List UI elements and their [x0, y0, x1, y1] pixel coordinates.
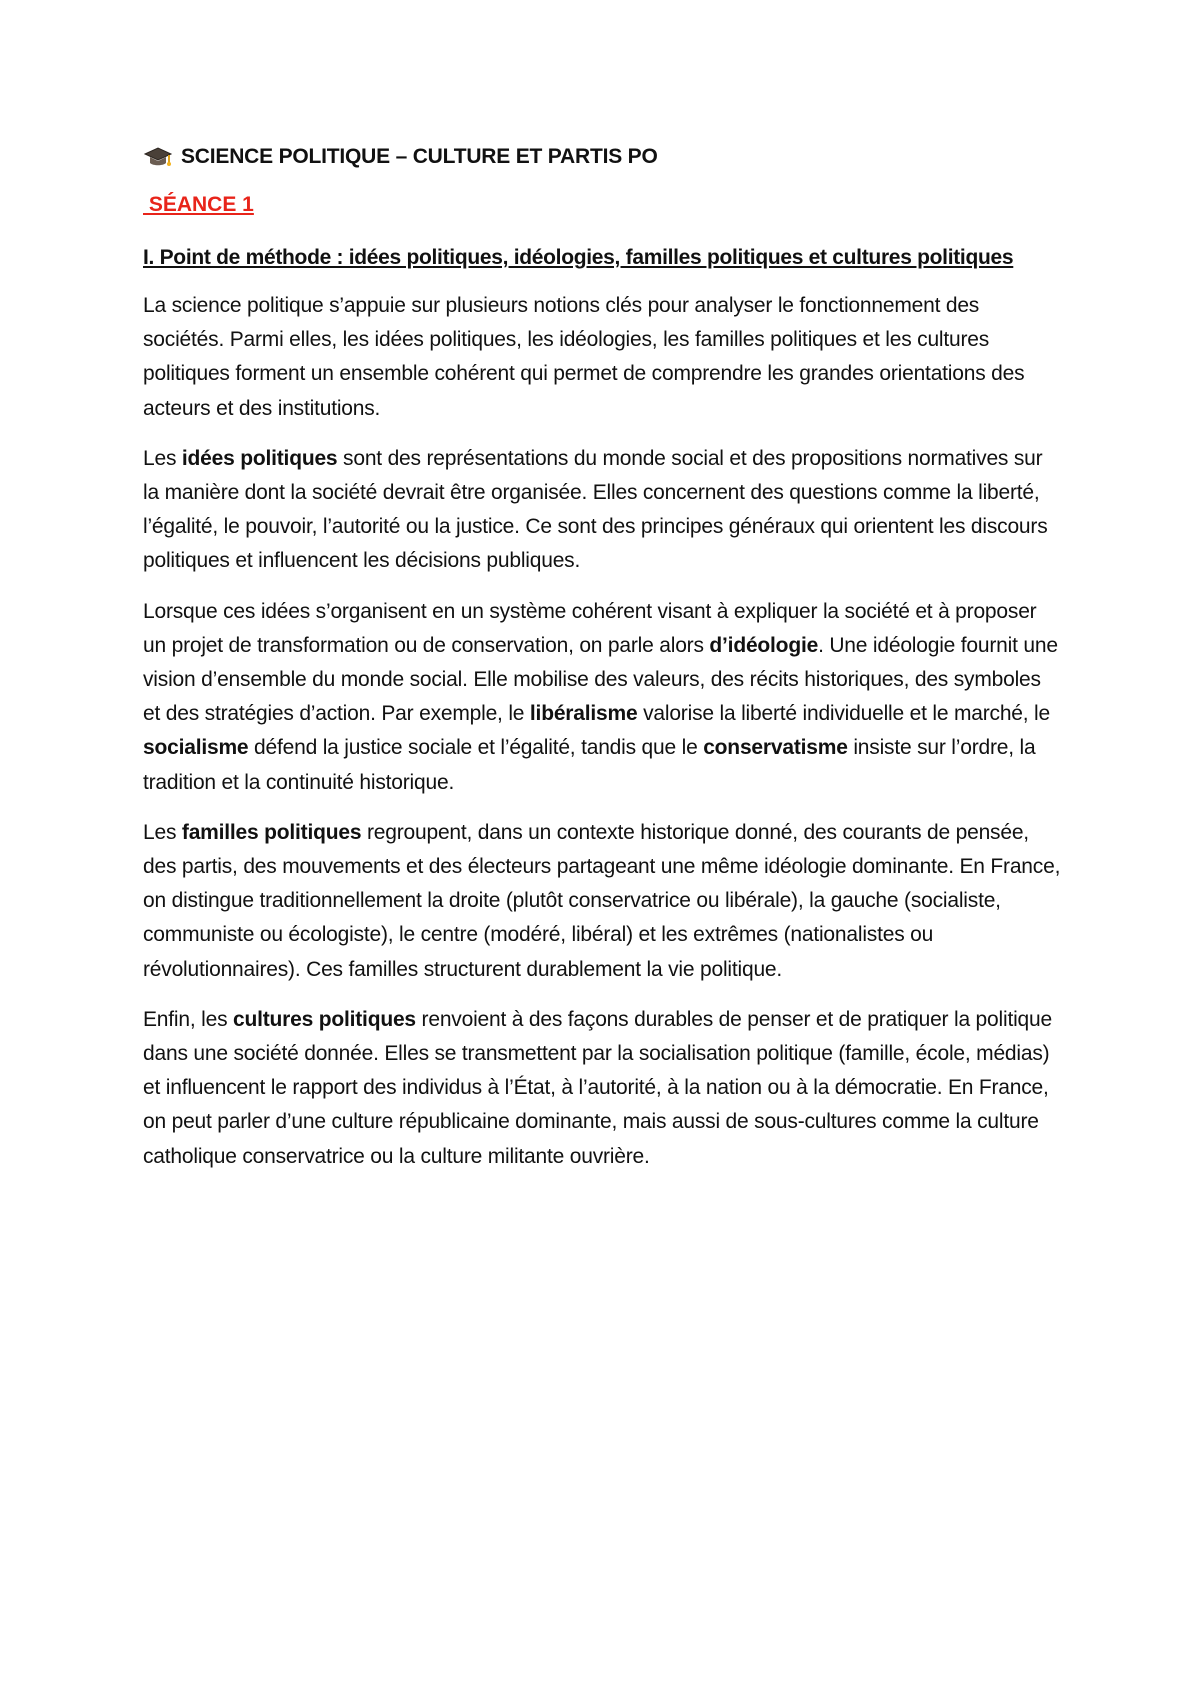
bold-term: conservatisme: [703, 736, 848, 760]
paragraph-text: défend la justice sociale et l’égalité, tandis que le: [248, 736, 704, 760]
bold-term: libéralisme: [529, 702, 638, 726]
bold-term: socialisme: [143, 736, 249, 760]
document-title: [143, 143, 1063, 171]
paragraph-text: Les: [143, 446, 182, 470]
paragraph-text: renvoient à des façons durables de penser et de pratiquer la politique dans une société donnée. Elles se transmettent par la socialisation politique (famille, école, médias) et influencent le rapport des individus à l’État, à l’autorité, à la nation ou à la démocratie. En France, on peut parler d’une culture républicaine dominante, mais aussi de sous-cultures comme la culture catholique conservatrice ou la culture militante ouvrière.: [143, 1007, 1052, 1168]
document-title-text: SCIENCE POLITIQUE – CULTURE ET PARTIS PO: [181, 145, 658, 168]
paragraph-text: Enfin, les: [143, 1007, 234, 1031]
graduation-cap-icon: [143, 145, 173, 169]
paragraph-idees-politiques: [143, 442, 1063, 579]
paragraph-text: regroupent, dans un contexte historique donné, des courants de pensée, des partis, des mouvements et des électeurs partageant une même idéologie dominante. En France, on distingue traditionnellement la droite (plutôt conservatrice ou libérale), la gauche (socialiste, communiste ou écologiste), le centre (modéré, libéral) et les extrêmes (nationalistes ou révolutionnaires). Ces familles structurent durablement la vie politique.: [143, 820, 1061, 981]
paragraph-text: . Une idéologie fournit une vision d’ensemble du monde social. Elle mobilise des valeurs, des récits historiques, des symboles et des stratégies d’action. Par exemple, le: [143, 633, 1058, 726]
paragraph-intro: La science politique s’appuie sur plusieurs notions clés pour analyser le fonctionnement des sociétés. Parmi elles, les idées politiques, les idéologies, les familles politiques et les cultures politiques forment un ensemble cohérent qui permet de comprendre les grandes orientations des acteurs et des institutions.: [143, 294, 1025, 420]
bold-term: cultures politiques: [233, 1007, 416, 1031]
bold-term: d’idéologie: [709, 633, 819, 657]
paragraph-text: Les: [143, 820, 182, 844]
paragraph-text: sont des représentations du monde social et des propositions normatives sur la manière dont la société devrait être organisée. Elles concernent des questions comme la liberté, l’égalité, le pouvoir, l’autorité ou la justice. Ce sont des principes généraux qui orientent les discours politiques et influencent les décisions publiques.: [143, 446, 1048, 573]
paragraph-ideologie: [143, 595, 1063, 800]
paragraph-text: Lorsque ces idées s’organisent en un système cohérent visant à expliquer la société et à proposer un projet de transformation ou de conservation, on parle alors: [143, 599, 1037, 657]
session-heading: SÉANCE 1: [143, 193, 254, 216]
paragraph-text: insiste sur l’ordre, la tradition et la continuité historique.: [143, 736, 1036, 794]
paragraph-familles-politiques: [143, 816, 1063, 987]
bold-term: idées politiques: [181, 446, 338, 470]
paragraph-text: valorise la liberté individuelle et le marché, le: [637, 702, 1050, 726]
paragraph-cultures-politiques: [143, 1003, 1063, 1174]
section-heading: I. Point de méthode : idées politiques, idéologies, familles politiques et cultures politiques: [143, 246, 1014, 269]
document-page: [143, 143, 1063, 1190]
bold-term: familles politiques: [181, 820, 362, 844]
